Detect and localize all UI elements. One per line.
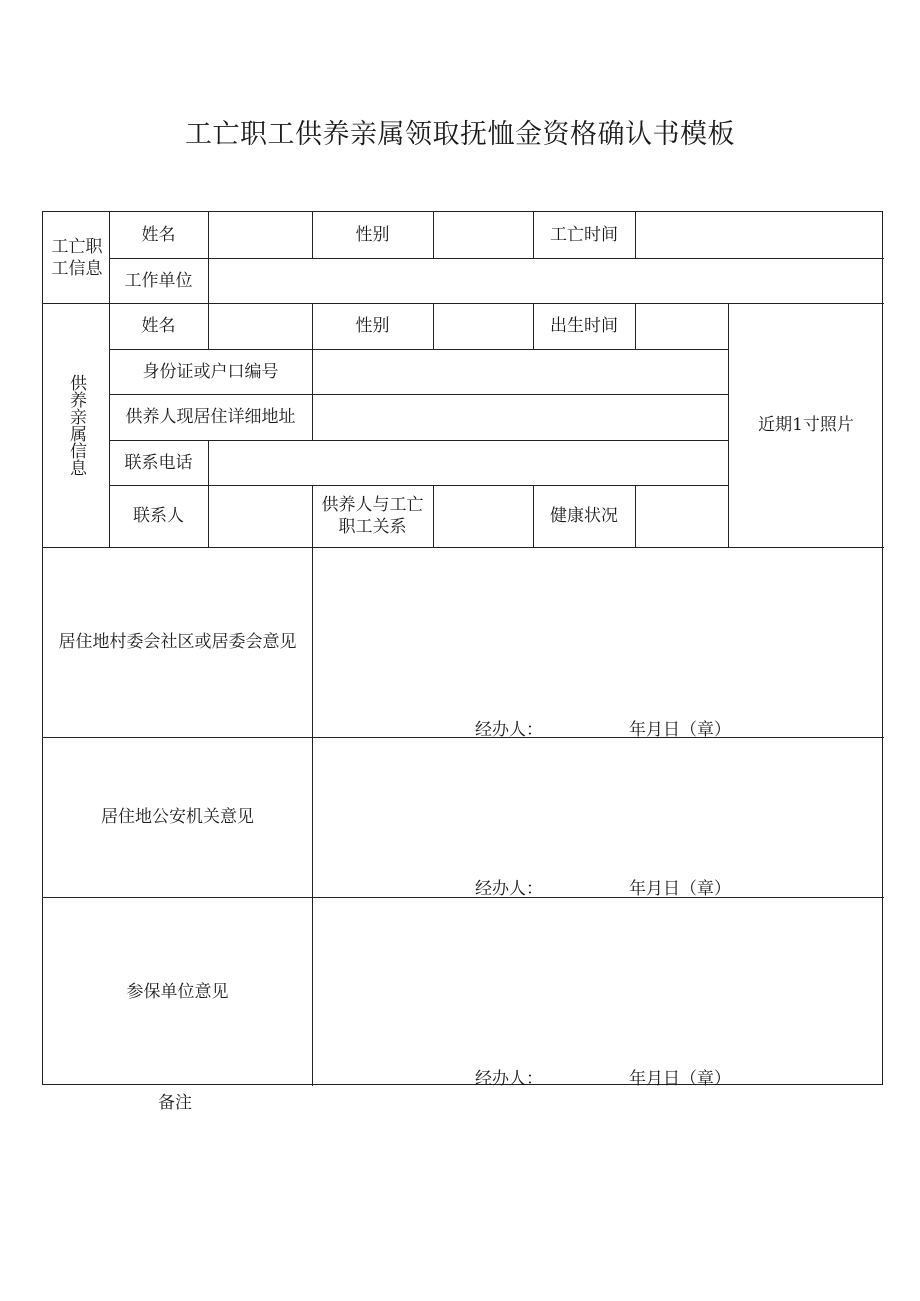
employer-handler-label: 经办人： xyxy=(475,1069,543,1089)
dependent-phone-label: 联系电话 xyxy=(124,452,193,473)
health-label: 健康状况 xyxy=(550,506,618,526)
dependent-address-field[interactable] xyxy=(312,394,728,440)
dependent-id-field[interactable] xyxy=(312,349,728,394)
community-handler-label: 经办人： xyxy=(475,720,543,740)
community-opinion-label: 居住地村委会社区或居委会意见 xyxy=(58,632,297,652)
relation-field[interactable] xyxy=(433,485,533,547)
worker-death-time-field[interactable] xyxy=(635,212,884,258)
contact-field[interactable] xyxy=(208,485,312,547)
worker-death-time-label: 工亡时间 xyxy=(550,225,618,245)
police-date-seal: 年月日（章） xyxy=(629,879,731,899)
dependent-address-label: 供养人现居住详细地址 xyxy=(125,407,296,427)
dependent-section-header: 供养亲属信息 xyxy=(66,374,86,476)
dependent-id-label: 身份证或户口编号 xyxy=(142,361,279,382)
worker-name-field[interactable] xyxy=(208,212,312,258)
dependent-phone-field[interactable] xyxy=(208,440,728,485)
worker-employer-field[interactable] xyxy=(208,258,884,303)
worker-gender-label: 性别 xyxy=(355,225,390,245)
worker-section-header: 工亡职工信息 xyxy=(51,236,103,279)
employer-opinion-field[interactable] xyxy=(312,897,884,1086)
employer-opinion-label: 参保单位意见 xyxy=(126,981,229,1002)
community-opinion-field[interactable] xyxy=(312,547,884,737)
police-opinion-label: 居住地公安机关意见 xyxy=(101,807,254,827)
police-handler-label: 经办人： xyxy=(475,879,543,899)
dependent-gender-label: 性别 xyxy=(355,316,390,336)
health-field[interactable] xyxy=(635,485,728,547)
police-opinion-field[interactable] xyxy=(312,737,884,897)
contact-label: 联系人 xyxy=(133,506,184,526)
page-title: 工亡职工供养亲属领取抚恤金资格确认书模板 xyxy=(185,119,735,150)
confirmation-form xyxy=(42,211,883,1089)
worker-gender-field[interactable] xyxy=(433,212,533,258)
dependent-section-header-cell xyxy=(43,303,109,547)
employer-date-seal: 年月日（章） xyxy=(629,1069,731,1089)
worker-name-label: 姓名 xyxy=(141,225,176,245)
worker-employer-label: 工作单位 xyxy=(124,270,193,291)
dependent-birth-time-label: 出生时间 xyxy=(550,316,618,336)
dependent-gender-field[interactable] xyxy=(433,303,533,349)
dependent-name-label: 姓名 xyxy=(141,316,176,336)
community-date-seal: 年月日（章） xyxy=(629,720,731,740)
relation-label: 供养人与工亡职工关系 xyxy=(321,495,424,537)
dependent-name-field[interactable] xyxy=(208,303,312,349)
remark-label: 备注 xyxy=(158,1093,192,1113)
photo-placeholder[interactable]: 近期1寸照片 xyxy=(758,415,854,435)
dependent-birth-time-field[interactable] xyxy=(635,303,728,349)
